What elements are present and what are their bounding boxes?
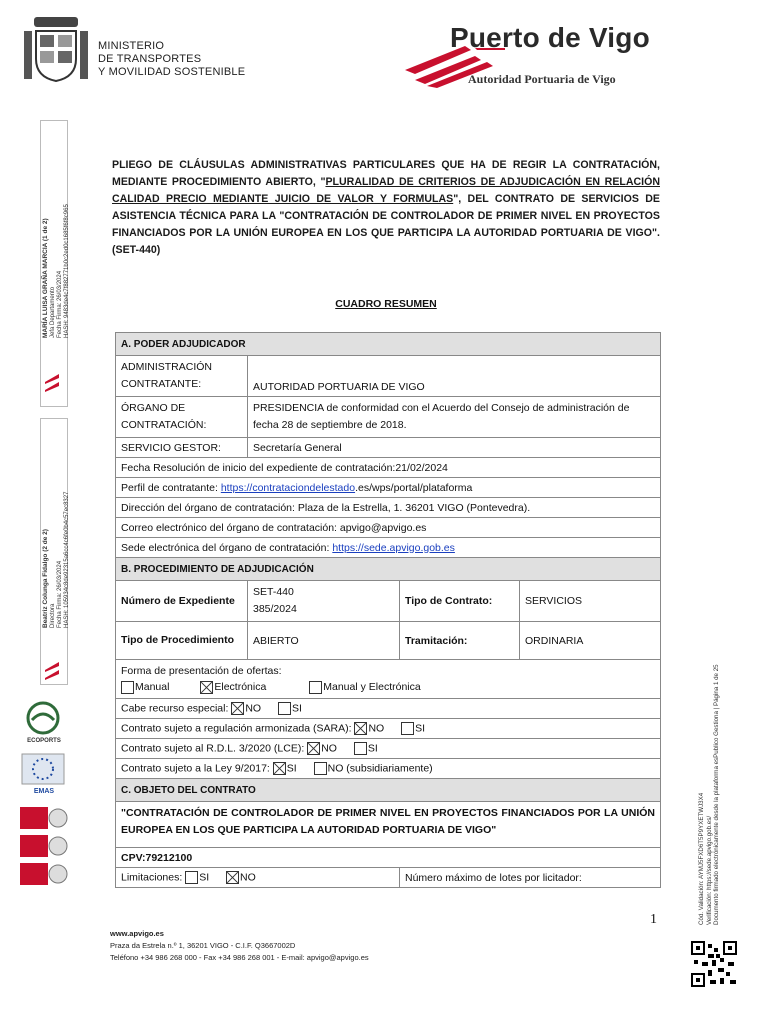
electronica-checkbox[interactable] [200,681,213,694]
direccion: Dirección del órgano de contratación: Plaza de la Estrella, 1. 36201 VIGO (Pontevedra). [116,498,661,518]
title-part: PLIEGO DE CLÁUSULAS ADMINISTRATIVAS PARTICULARES QUE HA DE REGIR LA CONTRATACIÓN, MEDIANTE PROCEDIMIENTO ABIERTO, " [112,159,660,188]
sara-no-checkbox[interactable] [354,722,367,735]
signature-stamp-icon [43,648,61,680]
signer-2-hash: HASH: 105934c8de92315a6cc4c6fe0b4c57ec8327 [64,491,70,628]
section-c-heading: C. OBJETO DEL CONTRATO [116,779,661,802]
ministry-line: MINISTERIO [98,40,165,52]
lotes-maximo: Número máximo de lotes por licitador: [400,868,661,888]
ley-si-label: SI [286,762,297,775]
tipo-contrato-label: Tipo de Contrato: [400,581,520,622]
signer-1-name: MARÍA LUISA GRAÑA MARCIA (1 de 2) [42,218,49,338]
section-b-heading: B. PROCEDIMIENTO DE ADJUDICACIÓN [116,558,661,581]
ley-no-label: NO (subsidiariamente) [327,762,433,775]
manual-electronica-checkbox[interactable] [309,681,322,694]
lce-no-label: NO [321,742,337,755]
servicio-label: SERVICIO GESTOR: [116,438,248,458]
servicio-value: Secretaría General [248,438,661,458]
recurso-label: Cabe recurso especial: [121,702,229,715]
ministry-name [98,40,245,79]
title-part: ", DEL CONTRATO DE SERVICIOS DE ASISTENCIA TÉCNICA PARA LA "CONTRATACIÓN DE CONTROLADOR DE PRIMER NIVEL EN PROYECTOS FINANCIADOS POR LA UNIÓN EUROPEA EN LOS QUE PARTICIPA LA AUTORIDAD PORTUARIA DE VIGO".(SET-440) [112,193,660,256]
ley-no-checkbox[interactable] [314,762,327,775]
recurso-especial [116,699,661,719]
sara-si-checkbox[interactable] [401,722,414,735]
tipo-contrato-value: SERVICIOS [520,581,661,622]
limitaciones-si-label: SI [199,871,210,884]
section-a-heading: A. PODER ADJUDICADOR [116,333,661,356]
cuadro-resumen-heading: CUADRO RESUMEN [335,298,437,310]
perfil-link[interactable]: https://contrataciondelestado [220,481,356,494]
objeto-contrato: "CONTRATACIÓN DE CONTROLADOR DE PRIMER NIVEL EN PROYECTOS FINANCIADOS POR LA UNIÓN EUROPEA EN LOS QUE PARTICIPA LA AUTORIDAD PORTUARIA DE VIGO" [116,802,661,848]
sede-link[interactable]: https://sede.apvigo.gob.es [332,541,455,554]
limitaciones [116,868,400,888]
footer-address: Praza da Estrela n.º 1, 36201 VIGO - C.I.F. Q3667002D [110,941,296,950]
sede-electronica [116,538,661,558]
procedimiento-value: ABIERTO [248,622,400,660]
signer-1-hash: HASH: 9483de4c7f882771b0c2ed0c1685f6f8c965 [64,204,70,338]
emas-label: EMAS [33,788,55,795]
perfil-contratante [116,478,661,498]
correo: Correo electrónico del órgano de contratación: apvigo@apvigo.es [116,518,661,538]
spain-coat-of-arms-icon [20,15,92,87]
signer-1-role: Jefa Departamento [50,286,56,338]
sara-label: Contrato sujeto a regulación armonizada (SARA): [121,722,352,735]
signer-2-date: Fecha Firma: 26/03/2024 [57,560,63,628]
cpv-code: CPV:79212100 [116,848,661,868]
recurso-si-checkbox[interactable] [278,702,291,715]
signer-1-date: Fecha Firma: 26/03/2024 [57,270,63,338]
signature-2 [42,492,71,628]
manual-label: Manual [135,681,170,693]
limitaciones-no-checkbox[interactable] [226,871,239,884]
lce-no-checkbox[interactable] [307,742,320,755]
limitaciones-si-checkbox[interactable] [185,871,198,884]
signature-1 [42,204,71,338]
ley-si-checkbox[interactable] [273,762,286,775]
summary-table [115,332,661,888]
manual-electronica-label: Manual y Electrónica [323,681,421,693]
expediente-value-2: 385/2024 [253,603,297,615]
iso-cert-badge-icon [18,861,68,887]
limitaciones-no-label: NO [240,871,256,884]
footer [110,928,369,964]
perfil-suffix: .es/wps/portal/plataforma [355,481,473,494]
verification-url: Verificación: https://sede.apvigo.gob.es/ [705,815,713,925]
port-authority: Autoridad Portuaria de Vigo [468,72,616,86]
document-title [112,157,660,259]
sara-no-label: NO [368,722,385,735]
verification-text [698,664,721,925]
procedimiento-label: Tipo de Procedimiento [116,622,248,660]
port-name: Puerto de Vigo [450,22,650,53]
electronica-label: Electrónica [214,681,267,693]
fecha-resolucion: Fecha Resolución de inicio del expediente de contratación:21/02/2024 [116,458,661,478]
lce [116,739,661,759]
emas-logo-icon [18,752,68,786]
sara-si-label: SI [415,722,426,735]
admin-label: ADMINISTRACIÓN CONTRATANTE: [116,356,248,397]
sede-prefix: Sede electrónica del órgano de contratación: [121,541,333,554]
ministry-line: DE TRANSPORTES [98,53,202,65]
expediente-value-1: SET-440 [253,586,294,598]
expediente-value [248,581,400,622]
iso-cert-badge-icon [18,805,68,831]
recurso-no-label: NO [245,702,262,715]
page-number: 1 [650,912,657,927]
organo-value: PRESIDENCIA de conformidad con el Acuerdo del Consejo de administración de fecha 28 de septiembre de 2018. [248,397,661,438]
forma-label: Forma de presentación de ofertas: [121,665,282,677]
qr-code-icon[interactable] [690,940,738,988]
lce-si-checkbox[interactable] [354,742,367,755]
signer-2-role: Directora [50,603,56,628]
lce-si-label: SI [367,742,378,755]
sara [116,719,661,739]
verification-note: Documento firmado electrónicamente desde la plataforma esPublico Gestiona | Página 1 de 25 [713,664,720,925]
organo-label: ÓRGANO DE CONTRATACIÓN: [116,397,248,438]
admin-value: AUTORIDAD PORTUARIA DE VIGO [248,356,661,397]
recurso-no-checkbox[interactable] [231,702,244,715]
footer-web: www.apvigo.es [110,929,164,938]
footer-contact: Teléfono +34 986 268 000 - Fax +34 986 268 001 - E-mail: apvigo@apvigo.es [110,953,369,962]
ministry-line: Y MOVILIDAD SOSTENIBLE [98,66,246,78]
perfil-prefix: Perfil de contratante: [121,481,221,494]
recurso-si-label: SI [291,702,302,715]
verification-code: Cód. Validación: AYMJ5FXD6T5P9YXETWJ3X4 [698,792,705,925]
expediente-label: Número de Expediente [116,581,248,622]
tramitacion-value: ORDINARIA [520,622,661,660]
ley-label: Contrato sujeto a la Ley 9/2017: [121,762,270,775]
forma-presentacion [116,660,661,699]
iso-cert-badge-icon [18,833,68,859]
signer-2-name: Beatriz Colunga Fidalgo (2 de 2) [42,529,49,628]
manual-checkbox[interactable] [121,681,134,694]
ley-9-2017 [116,759,661,779]
tramitacion-label: Tramitación: [400,622,520,660]
limitaciones-label: Limitaciones: [121,871,183,884]
lce-label: Contrato sujeto al R.D.L. 3/2020 (LCE): [121,742,305,755]
title-underlined: PLURALIDAD DE CRITERIOS DE ADJUDICACIÓN EN RELACIÓN CALIDAD PRECIO MEDIANTE JUICIO DE VALOR Y FORMULAS [112,176,660,205]
ecoports-label: ECOPORTS [27,738,61,744]
signature-stamp-icon [43,360,61,392]
